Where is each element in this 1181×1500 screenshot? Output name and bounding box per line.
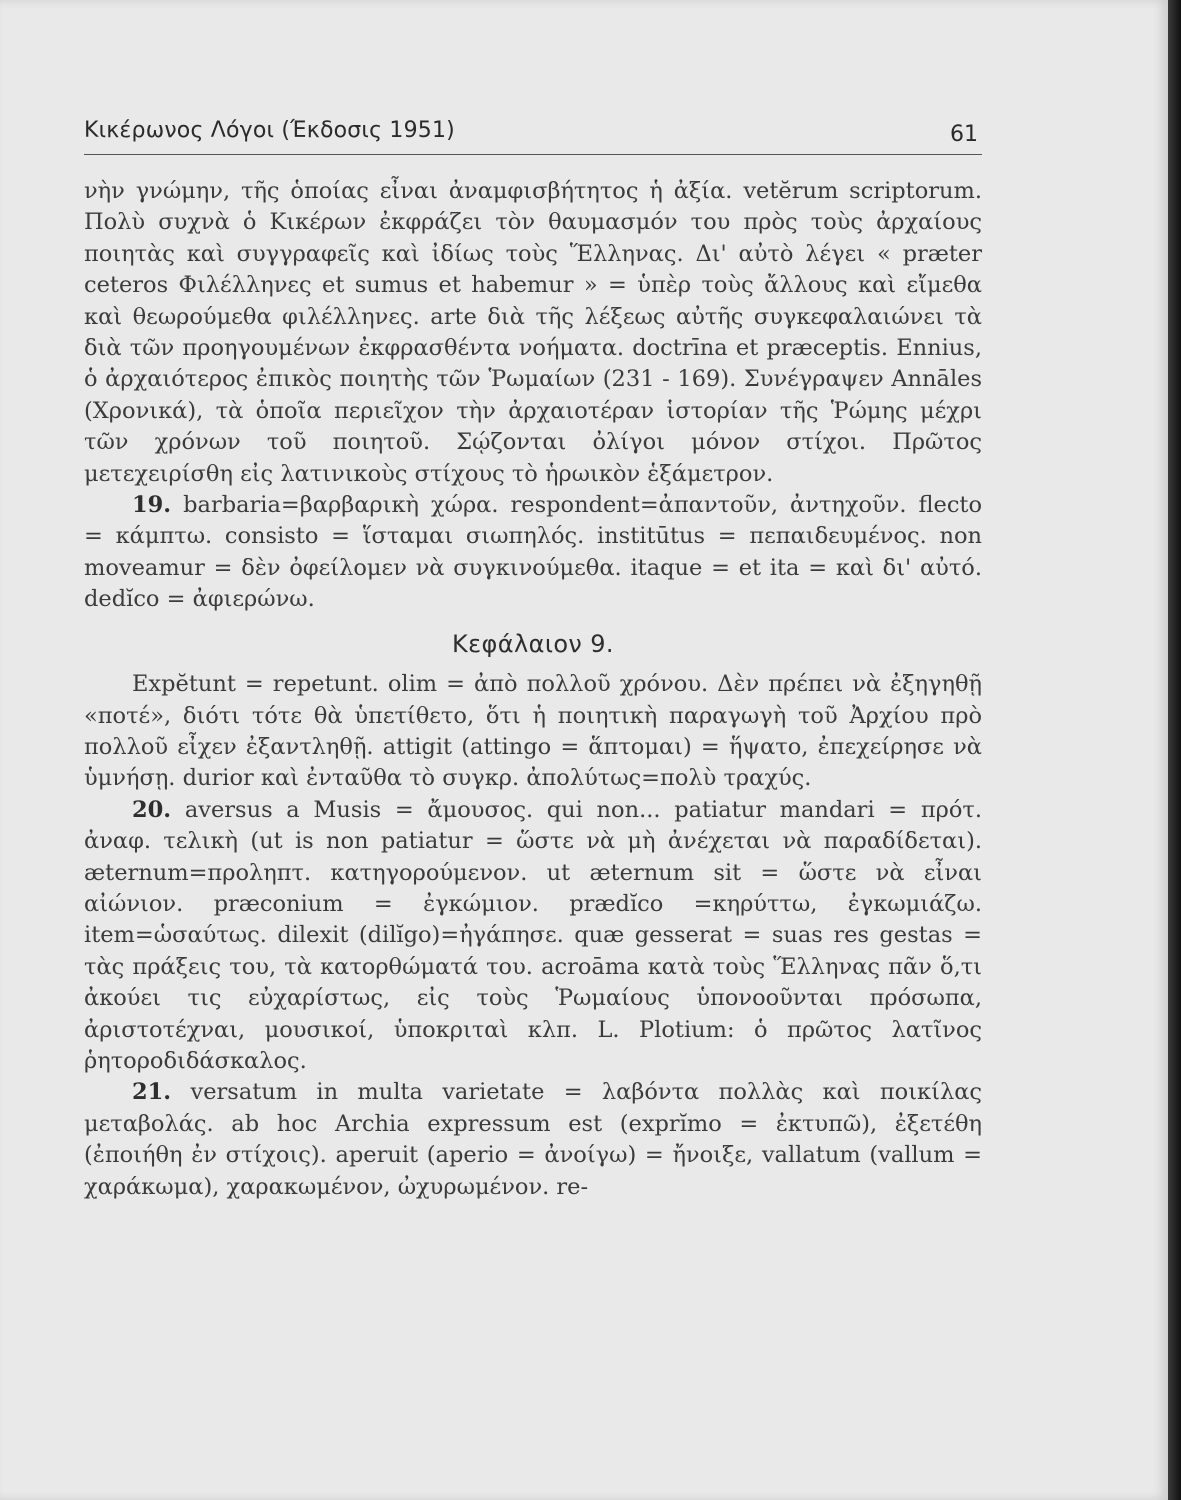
page-header [84, 116, 982, 155]
paragraph-number: 21. [132, 1079, 172, 1106]
running-title: Κικέρωνος Λόγοι (Έκδοσις 1951) [84, 118, 455, 143]
page-edge-shadow [1168, 0, 1181, 1500]
paragraph-chapter-intro: Expĕtunt = repetunt. olim = ἀπὸ πολλοῦ χρόνου. Δὲν πρέπει νὰ ἐξηγηθῇ «ποτέ», διότι τότε θὰ ὑπετίθετο, ὅτι ἡ ποιητικὴ παραγωγὴ τοῦ Ἀρχίου πρὸ πολλοῦ εἶχεν ἐξαντληθῇ. attigit (attingo = ἅπτομαι) = ἥψατο, ἐπεχείρησε νὰ ὑμνήσῃ. durior καὶ ἐνταῦθα τὸ συγκρ. ἀπολύτως=πολὺ τραχύς. [84, 671, 982, 792]
paragraph-21 [84, 1077, 982, 1203]
paragraph-text: aversus a Musis = ἄμουσος. qui non... patiatur mandari = πρότ. ἀναφ. τελικὴ (ut is non patiatur = ὥστε νὰ μὴ ἀνέχεται νὰ παραδίδεται). æternum=προληπτ. κατηγορούμενον. ut æternum sit = ὥστε νὰ εἶναι αἰώνιον. præconium = ἐγκώμιον. prædĭco =κηρύττω, ἐγκωμιάζω. item=ὡσαύτως. dilexit (dilĭgo)=ἠγάπησε. quæ gesserat = suas res gestas = τὰς πράξεις του, τὰ κατορθώματά του. acroāma κατὰ τοὺς Ἕλληνας πᾶν ὅ,τι ἀκούει τις εὐχαρίστως, εἰς τοὺς Ῥωμαίους ὑπονοοῦνται πρόσωπα, ἀριστοτέχναι, μουσικοί, ὑποκριταὶ κλπ. L. Plotium: ὁ πρῶτος λατῖνος ῥητοροδιδάσκαλος. [84, 796, 982, 1074]
paragraph-text: barbaria=βαρβαρικὴ χώρα. respondent=ἀπαντοῦν, ἀντηχοῦν. flecto = κάμπτω. consisto = ἵσταμαι σιωπηλός. institūtus = πεπαιδευμένος. non moveamur = δὲν ὀφείλομεν νὰ συγκινούμεθα. itaque = et ita = καὶ δι' αὐτό. dedĭco = ἀφιερώνω. [84, 492, 983, 613]
chapter-title: Κεφάλαιον 9. [452, 629, 614, 658]
paragraph-number: 20. [132, 796, 172, 823]
paragraph-19 [84, 490, 982, 616]
paragraph-20 [84, 795, 982, 1078]
page-number: 61 [950, 122, 978, 147]
paragraph-number: 19. [132, 492, 172, 519]
paragraph-continuation: νὴν γνώμην, τῆς ὁποίας εἶναι ἀναμφισβήτητος ἡ ἀξία. vetĕrum scriptorum. Πολὺ συχνὰ ὁ Κικέρων ἐκφράζει τὸν θαυμασμόν του πρὸς τοὺς ἀρχαίους ποιητὰς καὶ συγγραφεῖς καὶ ἰδίως τοὺς Ἕλληνας. Δι' αὐτὸ λέγει « præter ceteros Φιλέλληνες et sumus et habemur » = ὑπὲρ τοὺς ἄλλους καὶ εἴμεθα καὶ θεωρούμεθα φιλέλληνες. arte διὰ τῆς λέξεως αὐτῆς συγκεφαλαιώνει τὰ διὰ τῶν προηγουμένων ἐκφρασθέντα νοήματα. doctrīna et præceptis. Ennius, ὁ ἀρχαιότερος ἐπικὸς ποιητὴς τῶν Ῥωμαίων (231 - 169). Συνέγραψεν Annāles (Χρονικά), τὰ ὁποῖα περιεῖχον τὴν ἀρχαιοτέραν ἱστορίαν τῆς Ῥώμης μέχρι τῶν χρόνων τοῦ ποιητοῦ. Σῴζονται ὀλίγοι μόνον στίχοι. Πρῶτος μετεχειρίσθη εἰς λατινικοὺς στίχους τὸ ἡρωικὸν ἑξάμετρον. [84, 178, 982, 487]
paragraph-text: versatum in multa varietate = λαβόντα πολλὰς καὶ ποικίλας μεταβολάς. ab hoc Archia expressum est (exprĭmo = ἐκτυπῶ), ἐξετέθη (ἐποιήθη ἐν στίχοις). aperuit (aperio = ἀνοίγω) = ἤνοιξε, vallatum (vallum = χαράκωμα), χαρακωμένον, ὠχυρωμένον. re- [84, 1079, 982, 1200]
body-text [84, 176, 982, 1203]
